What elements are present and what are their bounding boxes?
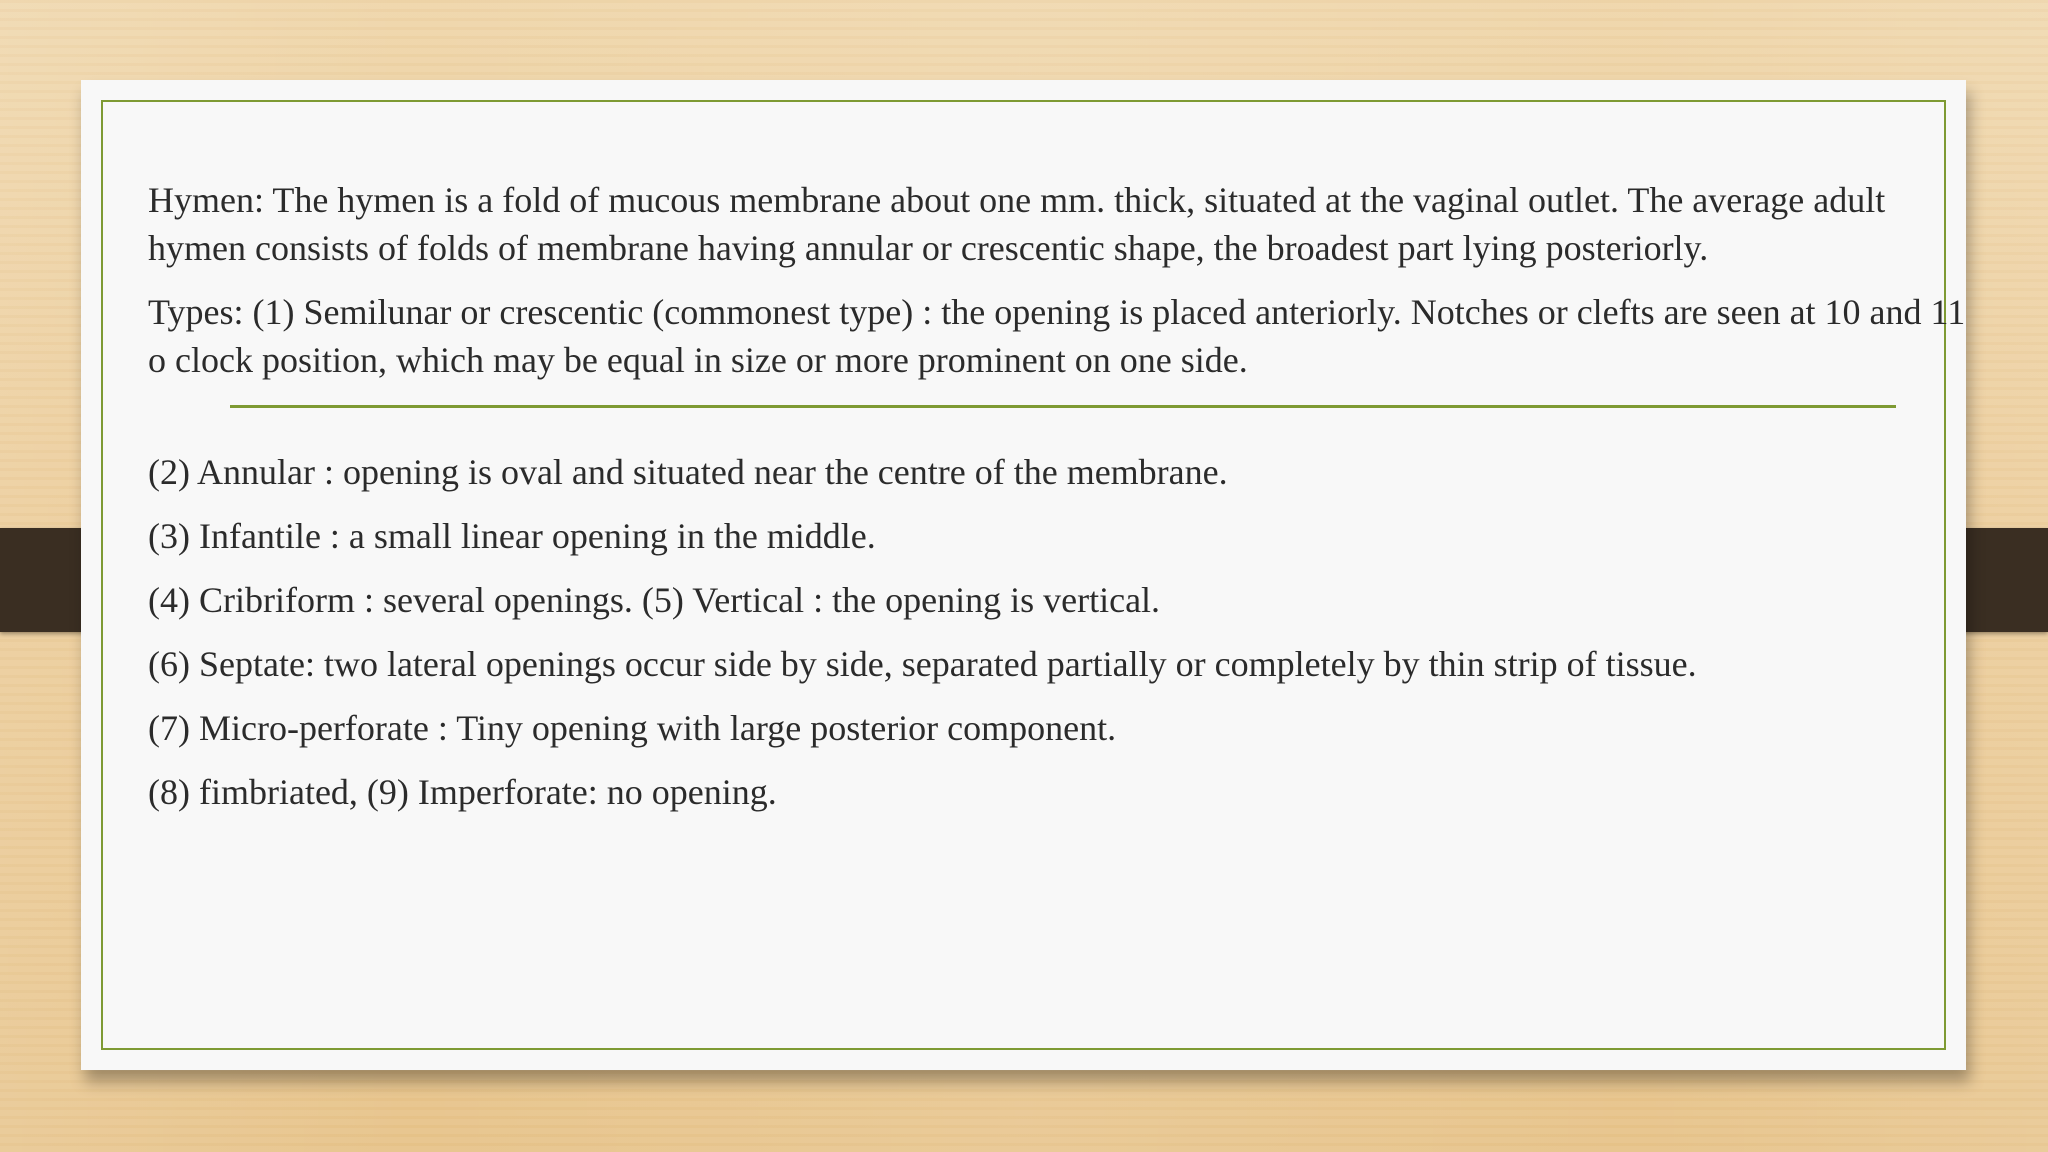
list-item-micro-perforate: (7) Micro-perforate : Tiny opening with large posterior component. [148,708,1117,748]
list-item-annular: (2) Annular : opening is oval and situated near the centre of the membrane. [148,452,1228,492]
types-paragraph: Types: (1) Semilunar or crescentic (commonest type) : the opening is placed anteriorly. Notches or clefts are seen at 10 and 11 o clock position, which may be equal in size or more prominent on one side. [148,292,1966,380]
list-item-infantile: (3) Infantile : a small linear opening in the middle. [148,516,876,556]
list-item-imperforate: (8) fimbriated, (9) Imperforate: no opening. [148,772,777,812]
slide-card [81,80,1966,1070]
slide-content [148,176,1978,832]
intro-paragraph: Hymen: The hymen is a fold of mucous membrane about one mm. thick, situated at the vaginal outlet. The average adult hymen consists of folds of membrane having annular or crescentic shape, the broadest part lying posteriorly. [148,180,1886,268]
list-item-septate: (6) Septate: two lateral openings occur side by side, separated partially or completely by thin strip of tissue. [148,644,1697,684]
strike-through-line [230,405,1896,408]
list-item-cribriform: (4) Cribriform : several openings. (5) Vertical : the opening is vertical. [148,580,1161,620]
